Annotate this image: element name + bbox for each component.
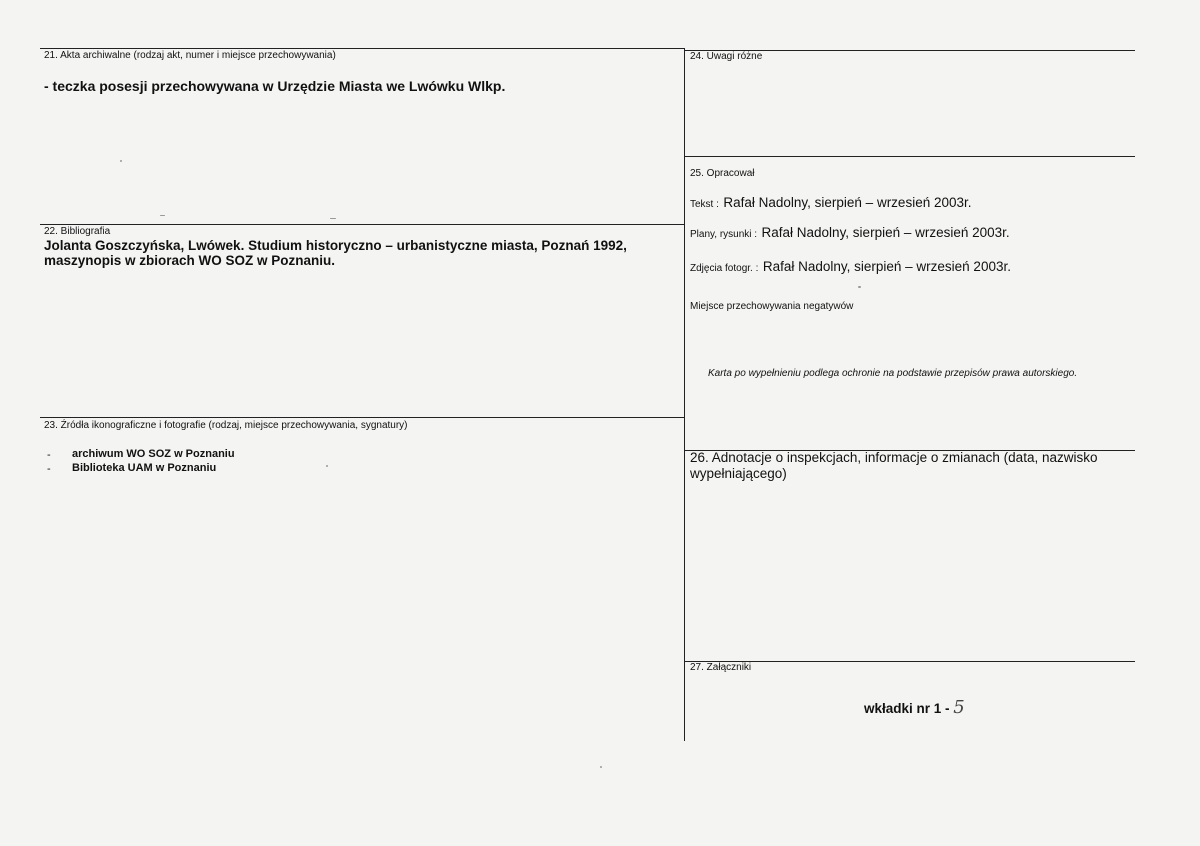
author-row-label: Zdjęcia fotogr. : — [690, 263, 759, 274]
section-26-label-line-1: 26. Adnotacje o inspekcjach, informacje o zmianach (data, nazwisko — [690, 450, 1098, 465]
section-27-label: 27. Załączniki — [690, 662, 752, 673]
scan-speck — [330, 218, 336, 219]
copyright-note: Karta po wypełnieniu podlega ochronie na podstawie przepisów prawa autorskiego. — [708, 368, 1078, 379]
handwritten-number: 5 — [953, 697, 965, 718]
list-item: archiwum WO SOZ w Poznaniu — [72, 448, 235, 460]
list-bullet: - — [47, 463, 51, 475]
section-23-label: 23. Źródła ikonograficzne i fotografie (rodzaj, miejsce przechowywania, sygnatury) — [44, 420, 408, 431]
section-22-label: 22. Bibliografia — [44, 226, 111, 237]
scan-speck — [160, 215, 165, 216]
scan-speck — [600, 766, 602, 768]
section-21-value: - teczka posesji przechowywana w Urzędzie Miasta we Lwówku Wlkp. — [44, 78, 506, 94]
attachments-text: wkładki nr 1 - — [864, 701, 950, 716]
divider-24-25 — [685, 156, 1135, 157]
list-bullet: - — [47, 449, 51, 461]
section-26-label-line-2: wypełniającego) — [690, 466, 787, 481]
section-26-label — [690, 450, 1097, 482]
scan-speck — [326, 465, 328, 467]
top-line-left — [40, 48, 685, 49]
divider-21-22 — [40, 224, 685, 225]
author-row-photos — [690, 258, 1011, 276]
author-row-label: Plany, rysunki : — [690, 229, 758, 240]
author-row-value: Rafał Nadolny, sierpień – wrzesień 2003r. — [723, 195, 972, 210]
attachments-value — [864, 697, 965, 718]
section-25-label: 25. Opracował — [690, 168, 755, 179]
list-item: Biblioteka UAM w Poznaniu — [72, 462, 217, 474]
negatives-location-label: Miejsce przechowywania negatywów — [690, 301, 854, 312]
author-row-value: Rafał Nadolny, sierpień – wrzesień 2003r. — [762, 259, 1011, 274]
center-divider — [684, 48, 685, 741]
divider-26-27 — [685, 661, 1135, 662]
section-24-label: 24. Uwagi różne — [690, 51, 763, 62]
scan-speck — [858, 286, 861, 288]
bibliography-line-1: Jolanta Goszczyńska, Lwówek. Studium historyczno – urbanistyczne miasta, Poznań 1992, — [44, 238, 627, 253]
divider-22-23 — [40, 417, 685, 418]
author-row-value: Rafał Nadolny, sierpień – wrzesień 2003r. — [761, 225, 1010, 240]
section-21-label: 21. Akta archiwalne (rodzaj akt, numer i miejsce przechowywania) — [44, 50, 336, 61]
scan-speck — [120, 160, 122, 162]
author-row-label: Tekst : — [690, 199, 719, 210]
author-row-text — [690, 194, 972, 212]
author-row-plans — [690, 224, 1010, 242]
bibliography-line-2: maszynopis w zbiorach WO SOZ w Poznaniu. — [44, 253, 336, 268]
